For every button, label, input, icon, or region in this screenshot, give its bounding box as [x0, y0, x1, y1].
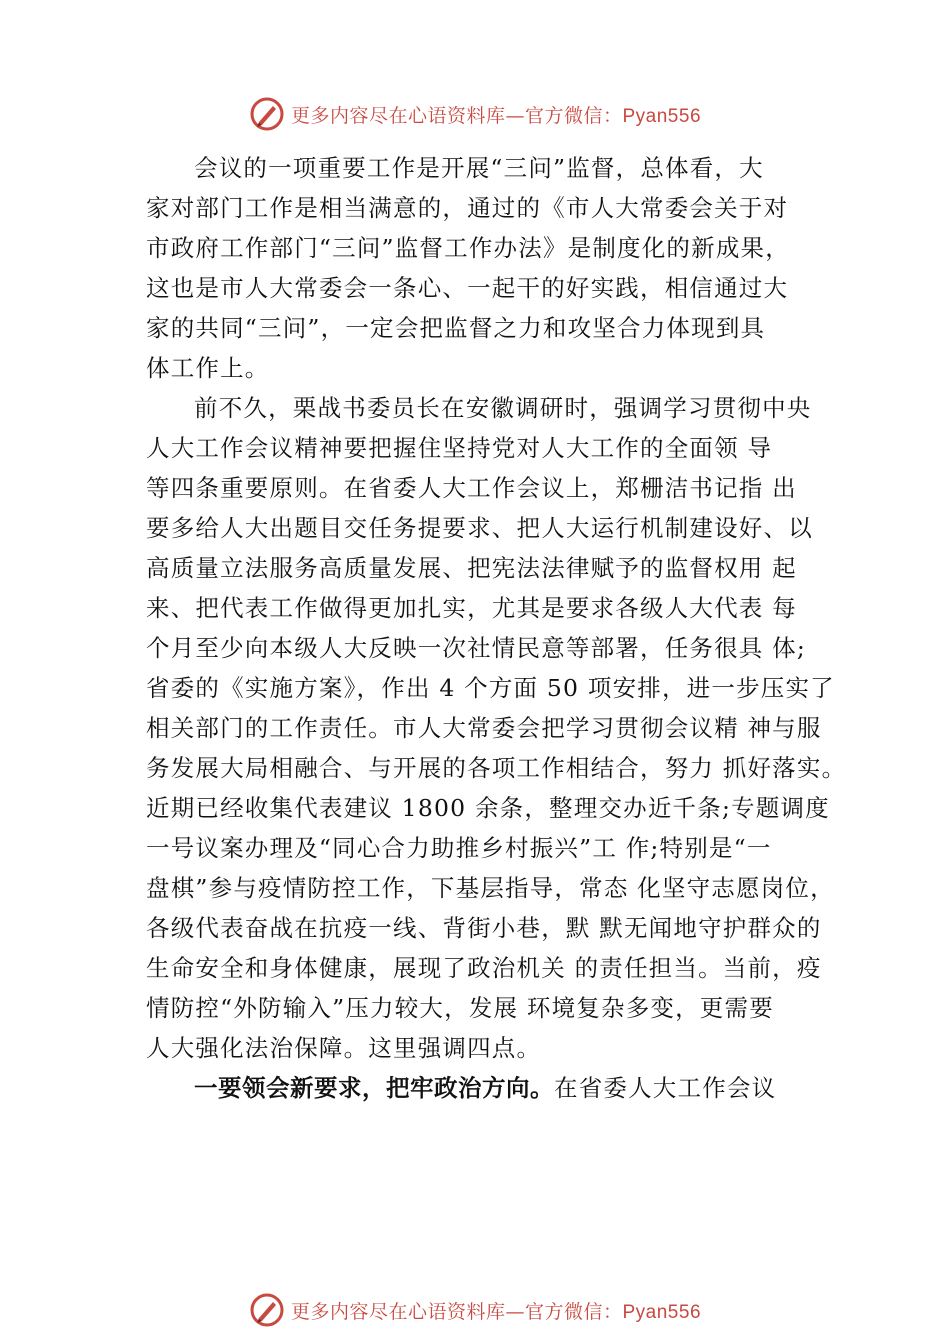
- paragraph-2: [146, 388, 847, 1068]
- text-line: 情防控“外防输入”压力较大，发展 环境复杂多变，更需要: [146, 994, 774, 1022]
- text-line: 会议的一项重要工作是开展“三问”监督，总体看，大: [194, 154, 764, 182]
- footer-brand-text: [291, 1297, 701, 1324]
- text-line: 高质量立法服务高质量发展、把宪法法律赋予的监督权用 起: [146, 554, 797, 582]
- pen-circle-logo-icon: [249, 96, 285, 132]
- document-body: [146, 148, 847, 1108]
- paragraph-3-text: 在省委人大工作会议: [554, 1074, 777, 1102]
- text-line: 生命安全和身体健康，展现了政治机关 的责任担当。当前，疫: [146, 954, 822, 982]
- pen-circle-logo-icon: [249, 1292, 285, 1328]
- footer-brand-label: 更多内容尽在心语资料库—官方微信：: [290, 1300, 623, 1323]
- text-line: 体工作上。: [146, 354, 270, 382]
- header-wechat-id: Pyan556: [622, 105, 702, 127]
- text-line: 来、把代表工作做得更加扎实，尤其是要求各级人大代表 每: [146, 594, 797, 622]
- text-line: 等四条重要原则。在省委人大工作会议上，郑栅洁书记指 出: [146, 474, 797, 502]
- header-banner: [0, 94, 950, 134]
- text-line: 个月至少向本级人大反映一次社情民意等部署，任务很具 体;: [146, 634, 806, 662]
- paragraph-1: [146, 148, 842, 388]
- text-line: 各级代表奋战在抗疫一线、背街小巷，默 默无闻地守护群众的: [146, 914, 822, 942]
- footer-wechat-id: Pyan556: [622, 1301, 702, 1323]
- text-line: 一号议案办理及“同心合力助推乡村振兴”工 作;特别是“一: [146, 834, 772, 862]
- footer-banner: [0, 1290, 950, 1330]
- paragraph-3: [146, 1068, 842, 1108]
- text-line: 盘棋”参与疫情防控工作，下基层指导，常态 化坚守志愿岗位，: [146, 874, 835, 902]
- text-line: 市政府工作部门“三问”监督工作办法》是制度化的新成果，: [146, 234, 790, 262]
- text-line: 近期已经收集代表建议 1800 余条，整理交办近千条;专题调度: [146, 794, 830, 822]
- header-brand-label: 更多内容尽在心语资料库—官方微信：: [290, 104, 623, 127]
- text-line: 家的共同“三问”，一定会把监督之力和攻坚合力体现到具: [146, 314, 766, 342]
- text-line: 这也是市人大常委会一条心、一起干的好实践，相信通过大: [146, 274, 789, 302]
- header-brand-text: [291, 101, 701, 128]
- text-line: 前不久，栗战书委员长在安徽调研时，强调学习贯彻中央: [194, 394, 812, 422]
- text-line: 务发展大局相融合、与开展的各项工作相结合，努力 抓好落实。: [146, 754, 847, 782]
- text-line: 家对部门工作是相当满意的，通过的《市人大常委会关于对: [146, 194, 789, 222]
- text-line: 省委的《实施方案》，作出 4 个方面 50 项安排，进一步压实了: [146, 674, 835, 702]
- bold-lead-heading: 一要领会新要求，把牢政治方向。: [194, 1074, 554, 1102]
- text-line: 相关部门的工作责任。市人大常委会把学习贯彻会议精 神与服: [146, 714, 822, 742]
- text-line: 要多给人大出题目交任务提要求、把人大运行机制建设好、以: [146, 514, 813, 542]
- text-line: 人大工作会议精神要把握住坚持党对人大工作的全面领 导: [146, 434, 773, 462]
- text-line: [146, 1068, 842, 1108]
- text-line: 人大强化法治保障。这里强调四点。: [146, 1034, 542, 1062]
